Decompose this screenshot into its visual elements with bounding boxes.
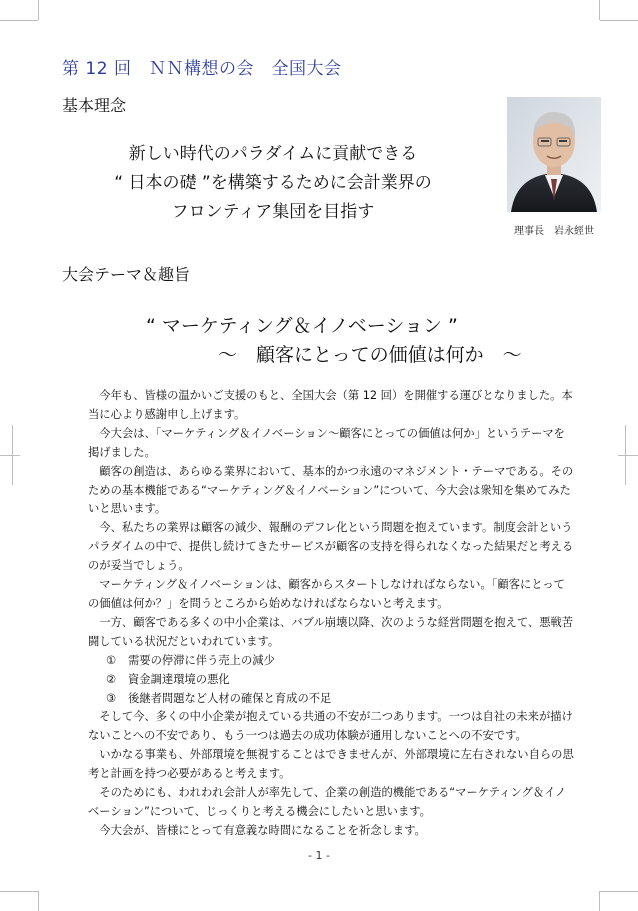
list-item xyxy=(88,652,576,671)
theme-heading: 大会テーマ＆趣旨 xyxy=(62,265,191,284)
philosophy-heading: 基本理念 xyxy=(62,96,127,115)
philosophy-statement xyxy=(60,140,486,227)
list-text: 後継者問題など人材の確保と育成の不足 xyxy=(128,691,332,705)
crop-mark-bl-v xyxy=(38,891,39,911)
philosophy-line: フロンティア集団を目指す xyxy=(171,202,375,222)
paragraph: 今年も、皆様の温かいご支援のもと、全国大会（第 12 回）を開催する運びとなりました。本当に心より感謝申し上げます。 xyxy=(88,389,573,421)
crop-mark-ml-h xyxy=(0,455,20,456)
paragraph: 一方、顧客である多くの中小企業は、バブル崩壊以降、次のような経営問題を抱えて、悪戦苦闘している状況だといわれています。 xyxy=(88,615,574,648)
paragraph: 今大会は、「マーケティング＆イノベーション～顧客にとっての価値は何か」というテーマを掲げました。 xyxy=(88,426,565,459)
page-title: 第 12 回 ＮＮ構想の会 全国大会 xyxy=(62,59,342,79)
paragraph: マーケティング＆イノベーションは、顧客からスタートしなければならない。「顧客にとっての価値は何か？」を問うところから始めなければならないと考えます。 xyxy=(88,578,565,610)
page-number: - 1 - xyxy=(308,849,330,862)
paragraph: 今大会が、皆様にとって有意義な時間になることを祈念します。 xyxy=(99,823,426,837)
crop-mark-mr-v xyxy=(625,425,626,485)
paragraph: そして今、多くの中小企業が抱えている共通の不安が二つあります。一つは自社の未来が描けないことへの不安であり、もう一つは過去の成功体験が通用しないことへの不安です。 xyxy=(88,710,573,743)
portrait-image xyxy=(507,97,601,212)
crop-mark-tl-h xyxy=(0,20,38,21)
crop-mark-ml-v xyxy=(12,425,13,485)
theme-title: “ マーケティング＆イノベーション ” xyxy=(146,315,458,337)
list-number: ③ xyxy=(106,691,117,705)
list-item xyxy=(88,690,576,709)
crop-mark-tr-v xyxy=(599,0,600,20)
crop-mark-br-h xyxy=(600,891,638,892)
theme-subtitle: ～ 顧客にとっての価値は何か ～ xyxy=(218,344,522,366)
crop-mark-tl-v xyxy=(38,0,39,20)
paragraph: 顧客の創造は、あらゆる業界において、基本的かつ永遠のマネジメント・テーマである。そのための基本機能である“マーケティング＆イノベーション”について、今大会は衆知を集めてみたいと思います。 xyxy=(88,464,574,516)
photo-caption: 理事長 岩永經世 xyxy=(514,226,594,237)
list-number: ② xyxy=(106,672,117,686)
crop-mark-bl-h xyxy=(0,891,38,892)
list-text: 資金調達環境の悪化 xyxy=(128,672,230,686)
list-text: 需要の停滞に伴う売上の減少 xyxy=(128,653,275,667)
philosophy-line: 新しい時代のパラダイムに貢献できる xyxy=(128,144,418,164)
paragraph: そのためにも、われわれ会計人が率先して、企業の創造的機能である“マーケティング＆イノベーション”について、じっくりと考える機会にしたいと思います。 xyxy=(88,786,567,818)
paragraph: 今、私たちの業界は顧客の減少、報酬のデフレ化という問題を抱えています。制度会計というパラダイムの中で、提供し続けてきたサービスが顧客の支持を得られなくなった結果だと考えるのが妥当でしょう。 xyxy=(88,521,574,573)
philosophy-line: “ 日本の礎 ”を構築するために会計業界の xyxy=(114,173,432,193)
crop-mark-br-v xyxy=(599,891,600,911)
crop-mark-tr-h xyxy=(600,20,638,21)
body-text xyxy=(88,387,576,841)
paragraph: いかなる事業も、外部環境を無視することはできませんが、外部環境に左右されない自らの思考と計画を持つ必要があると考えます。 xyxy=(88,748,574,781)
list-number: ① xyxy=(106,653,117,667)
crop-mark-mr-h xyxy=(618,455,638,456)
list-item xyxy=(88,671,576,690)
chairman-photo xyxy=(507,97,601,212)
